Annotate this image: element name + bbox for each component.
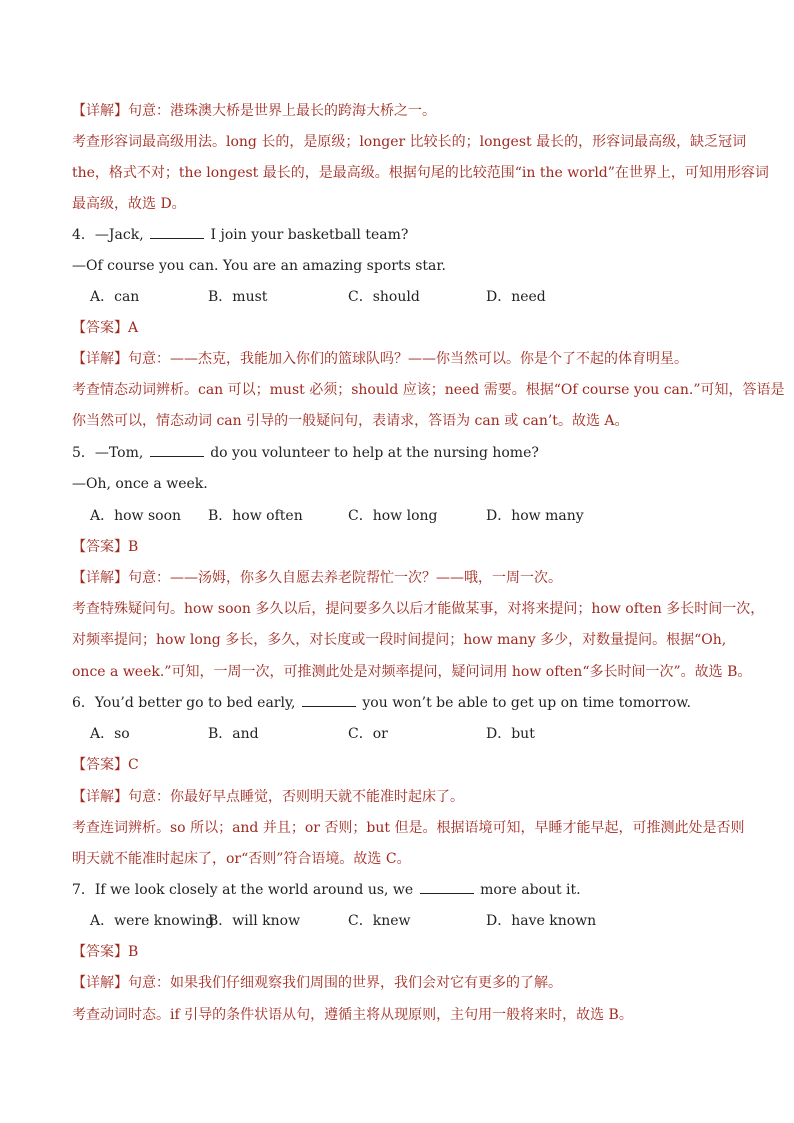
q6-option-c: C．or [348, 726, 388, 742]
q3-explain-line: the，格式不对；the longest 最长的，是最高级。根据句尾的比较范围“in the world”在世界上，可知用形容词 [72, 165, 769, 181]
explain-tag: 【详解】 [72, 351, 128, 367]
answer-tag: 【答案】 [72, 944, 128, 960]
q4-option-c: C．should [348, 289, 420, 305]
q5-option-d: D．how many [486, 508, 584, 524]
q5-stem [72, 443, 734, 463]
q6-explain-line: 考查连词辨析。so 所以；and 并且；or 否则；but 但是。根据语境可知，早睡才能早起，可推测此处是否则 [72, 820, 745, 836]
explain-text: 句意：港珠澳大桥是世界上最长的跨海大桥之一。 [128, 103, 436, 119]
answer-value: B [128, 944, 139, 960]
q7-explain-meaning [72, 973, 734, 993]
q6-stem [72, 693, 734, 713]
q5-option-b: B．how often [208, 508, 303, 524]
explain-text: 句意：你最好早点睡觉，否则明天就不能准时起床了。 [128, 789, 464, 805]
explain-tag: 【详解】 [72, 103, 128, 119]
stem-text: more about it. [475, 882, 581, 898]
stem-text: 6．You’d better go to bed early, [72, 695, 300, 711]
q5-option-c: C．how long [348, 508, 438, 524]
q7-explain-line: 考查动词时态。if 引导的条件状语从句，遵循主将从现原则，主句用一般将来时，故选 B。 [72, 1007, 633, 1023]
answer-tag: 【答案】 [72, 539, 128, 555]
q7-option-c: C．knew [348, 913, 411, 929]
q3-explain-line: 最高级，故选 D。 [72, 196, 186, 212]
answer-value: B [128, 539, 139, 555]
q3-explain-line: 考查形容词最高级用法。long 长的，是原级；longer 比较长的；longest 最长的，形容词最高级，缺乏冠词 [72, 134, 747, 150]
q5-explain-line: 对频率提问；how long 多长，多久，对长度或一段时间提问；how many 多少，对数量提问。根据“Oh, [72, 632, 727, 648]
q4-option-d: D．need [486, 289, 546, 305]
q6-option-b: B．and [208, 726, 259, 742]
q5-option-a: A．how soon [90, 508, 182, 524]
q5-answer [72, 537, 734, 557]
q7-stem [72, 880, 734, 900]
q4-reply: —Of course you can. You are an amazing sports star. [72, 258, 446, 274]
stem-text: 4．—Jack, [72, 227, 149, 243]
q5-explain-line: once a week.”可知，一周一次，可推测此处是对频率提问，疑问词用 how often“多长时间一次”。故选 B。 [72, 664, 752, 680]
q4-answer [72, 318, 734, 338]
answer-tag: 【答案】 [72, 757, 128, 773]
q6-option-d: D．but [486, 726, 535, 742]
answer-tag: 【答案】 [72, 320, 128, 336]
q4-explain-line: 考查情态动词辨析。can 可以；must 必须；should 应该；need 需要。根据“Of course you can.”可知，答语是 [72, 382, 785, 398]
q4-explain-line: 你当然可以，情态动词 can 引导的一般疑问句，表请求，答语为 can 或 can’t。故选 A。 [72, 413, 629, 429]
q7-option-b: B．will know [208, 913, 301, 929]
explain-tag: 【详解】 [72, 975, 128, 991]
answer-blank [420, 881, 474, 894]
q7-option-a: A．were knowing [90, 913, 215, 929]
q5-explain-line: 考查特殊疑问句。how soon 多久以后，提问要多久以后才能做某事，对将来提问；how often 多长时间一次， [72, 601, 765, 617]
answer-value: C [128, 757, 139, 773]
q6-explain-meaning [72, 787, 734, 807]
answer-blank [150, 444, 204, 457]
q6-answer [72, 755, 734, 775]
q4-explain-meaning [72, 349, 734, 369]
q6-option-a: A．so [90, 726, 130, 742]
explain-tag: 【详解】 [72, 789, 128, 805]
q7-answer [72, 942, 734, 962]
answer-value: A [128, 320, 139, 336]
explain-text: 句意：——汤姆，你多久自愿去养老院帮忙一次？——哦，一周一次。 [128, 570, 562, 586]
stem-text: do you volunteer to help at the nursing home? [205, 445, 539, 461]
explain-tag: 【详解】 [72, 570, 128, 586]
answer-blank [302, 694, 356, 707]
q4-option-b: B．must [208, 289, 268, 305]
q6-explain-line: 明天就不能准时起床了，or“否则”符合语境。故选 C。 [72, 851, 411, 867]
q3-explain-meaning [72, 101, 734, 121]
q5-reply: —Oh, once a week. [72, 476, 208, 492]
explain-text: 句意：——杰克，我能加入你们的篮球队吗？——你当然可以。你是个了不起的体育明星。 [128, 351, 688, 367]
stem-text: you won’t be able to get up on time tomorrow. [357, 695, 691, 711]
q4-option-a: A．can [90, 289, 140, 305]
stem-text: 5．—Tom, [72, 445, 148, 461]
stem-text: 7．If we look closely at the world around us, we [72, 882, 418, 898]
q7-option-d: D．have known [486, 913, 597, 929]
q4-stem [72, 225, 734, 245]
answer-blank [150, 226, 204, 239]
stem-text: I join your basketball team? [206, 227, 409, 243]
explain-text: 句意：如果我们仔细观察我们周围的世界，我们会对它有更多的了解。 [128, 975, 562, 991]
q5-explain-meaning [72, 568, 734, 588]
